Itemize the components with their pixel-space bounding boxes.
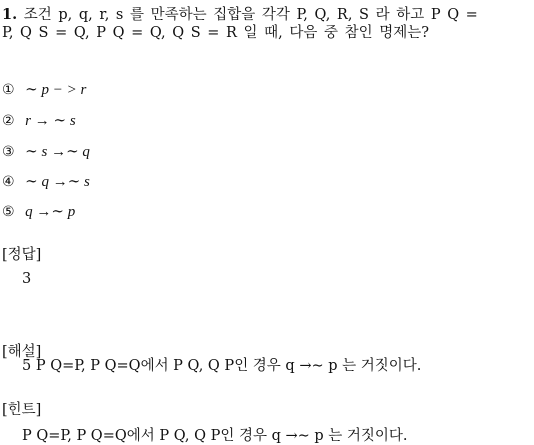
question-text-line-2: P, Q S = Q, P Q = Q, Q S = R 일 때, 다음 중 참인 명제는? [2,25,430,41]
question-text-line-1: 조건 p, q, r, s 를 만족하는 집합을 각각 P, Q, R, S 라 하고 P Q = [23,7,478,23]
question-number: 1. [2,6,18,23]
option-2[interactable] [2,111,76,130]
option-1-number: ① [2,82,15,98]
option-5[interactable] [2,202,75,221]
answer-label: [정답] [2,247,42,263]
option-4-number: ④ [2,174,15,190]
option-2-number: ② [2,113,15,129]
option-4[interactable] [2,172,90,191]
option-3[interactable] [2,142,90,161]
hint-label: [힌트] [2,402,42,418]
explanation-text: 5 P Q=P, P Q=Q에서 P Q, Q P인 경우 q →∼ p 는 거짓이다. [22,358,422,374]
option-5-expression: q →∼ p [25,204,76,220]
option-3-expression: ∼ s →∼ q [25,144,90,160]
option-2-expression: r → ∼ s [25,113,76,129]
option-1[interactable] [2,80,86,99]
option-4-expression: ∼ q →∼ s [25,174,90,190]
option-5-number: ⑤ [2,204,15,220]
option-1-expression: ∼ p − > r [25,82,87,98]
answer-value: 3 [22,271,32,287]
hint-text: P Q=P, P Q=Q에서 P Q, Q P인 경우 q →∼ p 는 거짓이다. [22,428,408,444]
explanation-label: [해설] [2,344,42,360]
option-3-number: ③ [2,144,15,160]
